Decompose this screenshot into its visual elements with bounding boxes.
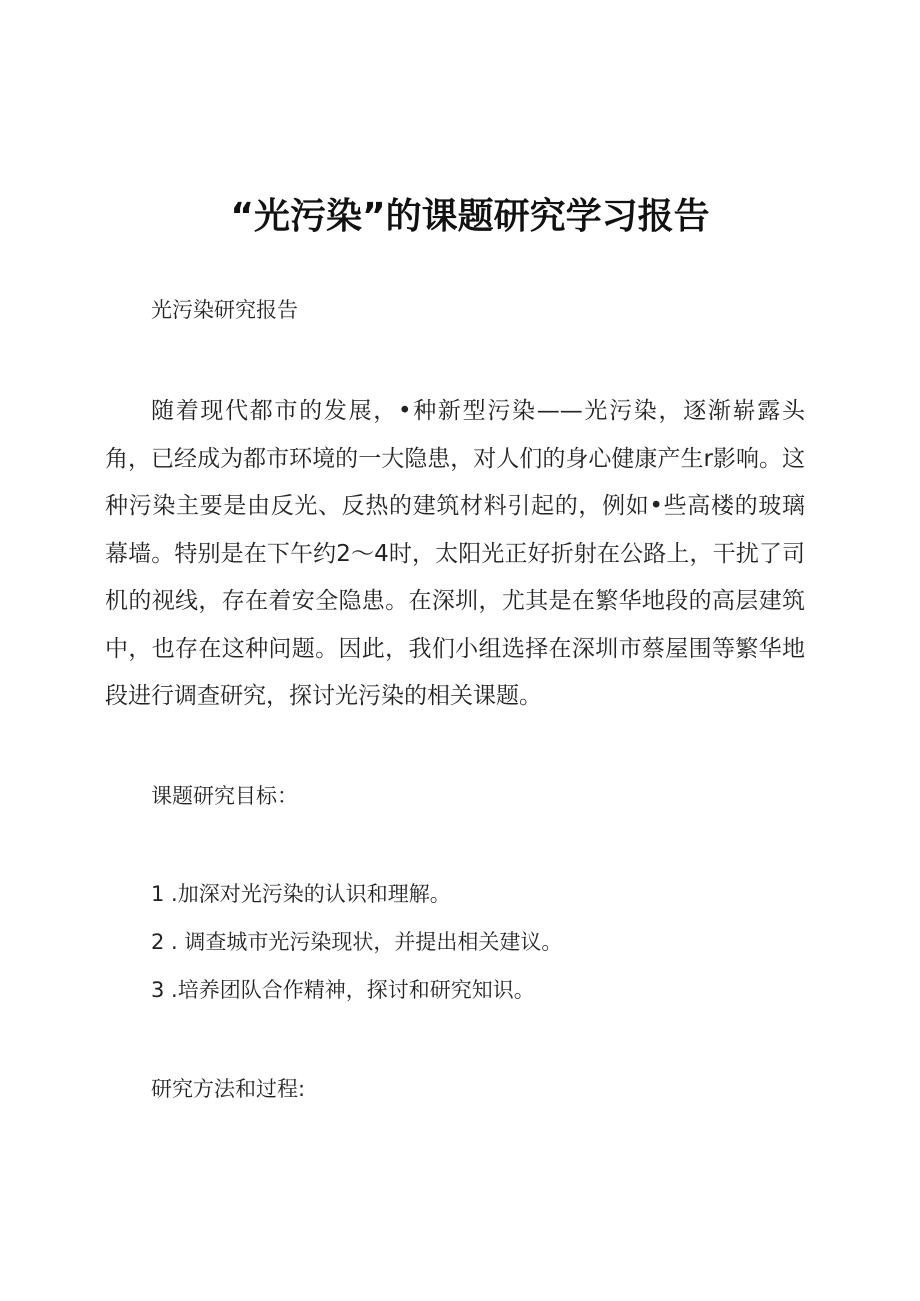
report-subtitle: 光污染研究报告 (151, 298, 298, 322)
objective-item-3: 3 .培养团队合作精神，探讨和研究知识。 (151, 978, 535, 1002)
intro-paragraph: 随着现代都市的发展，•种新型污染——光污染，逐渐崭露头角，已经成为都市环境的一大隐患，对人们的身心健康产生r影响。这种污染主要是由反光、反热的建筑材料引起的，例如•些高楼的玻璃幕墙。特别是在下午约2〜4时，太阳光正好折射在公路上，干扰了司机的视线，存在着安全隐患。在深圳，尤其是在繁华地段的高层建筑中，也存在这种问题。因此，我们小组选择在深圳市蔡屋围等繁华地段进行调查研究，探讨光污染的相关课题。 (105, 398, 805, 709)
objective-item-1: 1 .加深对光污染的认识和理解。 (151, 882, 451, 906)
objective-item-2: 2 . 调查城市光污染现状，并提出相关建议。 (151, 930, 563, 954)
methods-heading: 研究方法和过程: (151, 1077, 306, 1101)
objectives-heading: 课题研究目标： (151, 784, 298, 808)
document-title: “光污染”的课题研究学习报告 (230, 196, 710, 237)
